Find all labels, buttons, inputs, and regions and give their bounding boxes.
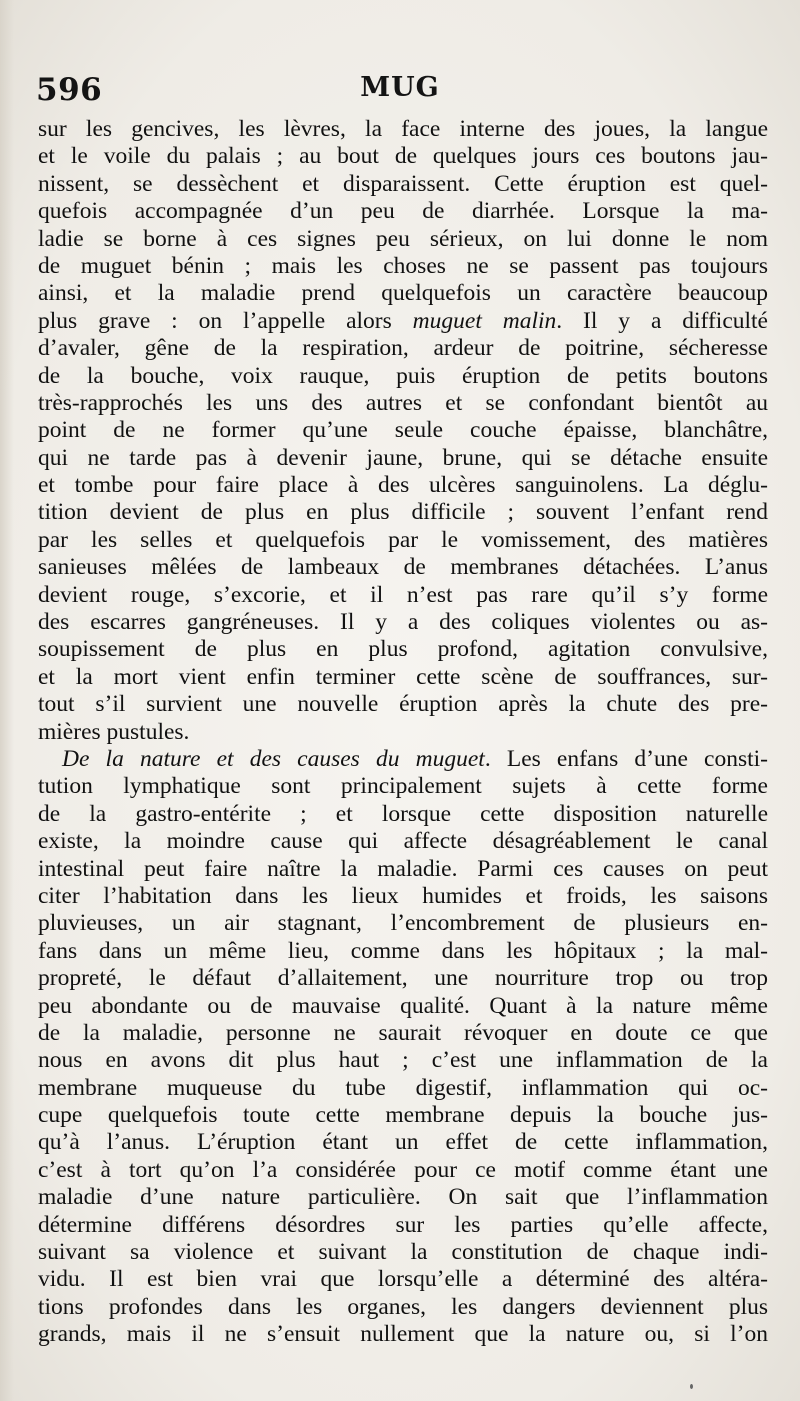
ink-speck — [690, 1384, 693, 1389]
text-line: qui ne tarde pas à devenir jaune, brune, qui se détache ensuite — [38, 444, 768, 471]
text-line: d’avaler, gêne de la respiration, ardeur de poitrine, sécheresse — [38, 335, 768, 362]
text-line — [38, 746, 768, 773]
text-line: tition devient de plus en plus difficile ; souvent l’enfant rend — [38, 499, 768, 526]
text-segment: . Les enfans d’une consti- — [484, 745, 769, 772]
text-line: membrane muqueuse du tube digestif, inflammation qui oc- — [38, 1074, 768, 1101]
text-line: et tombe pour faire place à des ulcères sanguinolens. La déglu- — [38, 472, 768, 499]
text-line: citer l’habitation dans les lieux humides et froids, les saisons — [38, 882, 768, 909]
text-line: sanieuses mêlées de lambeaux de membranes détachées. L’anus — [38, 554, 768, 581]
italic-term: muguet malin — [412, 307, 557, 334]
text-segment: plus grave : on l’appelle alors — [38, 307, 413, 334]
text-line: fans dans un même lieu, comme dans les hôpitaux ; la mal- — [38, 937, 768, 964]
text-line: point de ne former qu’une seule couche épaisse, blanchâtre, — [38, 417, 768, 444]
text-segment: . Il y a difficulté — [556, 307, 768, 334]
text-line: soupissement de plus en plus profond, agitation convulsive, — [38, 636, 768, 663]
text-line: très-rapprochés les uns des autres et se confondant bientôt au — [38, 389, 768, 416]
text-line: c’est à tort qu’on l’a considérée pour ce motif comme étant une — [38, 1156, 768, 1183]
text-line: devient rouge, s’excorie, et il n’est pas rare qu’il s’y forme — [38, 581, 768, 608]
text-line: existe, la moindre cause qui affecte désagréablement le canal — [38, 828, 768, 855]
body-text — [38, 116, 768, 1349]
text-line: mières pustules. — [38, 718, 190, 745]
text-line: pluvieuses, un air stagnant, l’encombrement de plusieurs en- — [38, 910, 768, 937]
text-line: de muguet bénin ; mais les choses ne se passent pas toujours — [38, 252, 768, 279]
running-head: MUG — [360, 72, 440, 103]
text-line: de la gastro-entérite ; et lorsque cette disposition naturelle — [38, 800, 768, 827]
text-line: grands, mais il ne s’ensuit nullement que la nature ou, si l’on — [38, 1321, 768, 1348]
text-line: des escarres gangréneuses. Il y a des coliques violentes ou as- — [38, 609, 768, 636]
text-line: cupe quelquefois toute cette membrane depuis la bouche jus- — [38, 1102, 768, 1129]
italic-term: De la nature et des causes du muguet — [62, 745, 485, 772]
text-line: ladie se borne à ces signes peu sérieux, on lui donne le nom — [38, 225, 768, 252]
text-line: par les selles et quelquefois par le vomissement, des matières — [38, 526, 768, 553]
text-line: tions profondes dans les organes, les dangers deviennent plus — [38, 1293, 768, 1320]
text-line: tout s’il survient une nouvelle éruption après la chute des pre- — [38, 691, 768, 718]
text-line: détermine différens désordres sur les parties qu’elle affecte, — [38, 1211, 768, 1238]
text-line: peu abondante ou de mauvaise qualité. Quant à la nature même — [38, 992, 768, 1019]
text-line: et le voile du palais ; au bout de quelques jours ces boutons jau- — [38, 143, 768, 170]
text-line: de la maladie, personne ne saurait révoquer en doute ce que — [38, 1019, 768, 1046]
text-line: propreté, le défaut d’allaitement, une nourriture trop ou trop — [38, 965, 768, 992]
text-line: nous en avons dit plus haut ; c’est une inflammation de la — [38, 1047, 768, 1074]
text-line: de la bouche, voix rauque, puis éruption de petits boutons — [38, 362, 768, 389]
page-number: 596 — [36, 72, 103, 108]
text-line: intestinal peut faire naître la maladie. Parmi ces causes on peut — [38, 855, 768, 882]
text-line: et la mort vient enfin terminer cette scène de souffrances, sur- — [38, 663, 768, 690]
page-header — [36, 72, 764, 112]
text-line: maladie d’une nature particulière. On sait que l’inflammation — [38, 1184, 768, 1211]
text-line: suivant sa violence et suivant la constitution de chaque indi- — [38, 1239, 768, 1266]
text-line: qu’à l’anus. L’éruption étant un effet de cette inflammation, — [38, 1129, 768, 1156]
text-line: ainsi, et la maladie prend quelquefois un caractère beaucoup — [38, 280, 768, 307]
text-line: vidu. Il est bien vrai que lorsqu’elle a déterminé des altéra- — [38, 1266, 768, 1293]
text-line: tution lymphatique sont principalement sujets à cette forme — [38, 773, 768, 800]
text-line — [38, 308, 768, 335]
text-line: quefois accompagnée d’un peu de diarrhée. Lorsque la ma- — [38, 198, 768, 225]
text-line: nissent, se dessèchent et disparaissent. Cette éruption est quel- — [38, 170, 768, 197]
text-line: sur les gencives, les lèvres, la face interne des joues, la langue — [38, 116, 768, 142]
